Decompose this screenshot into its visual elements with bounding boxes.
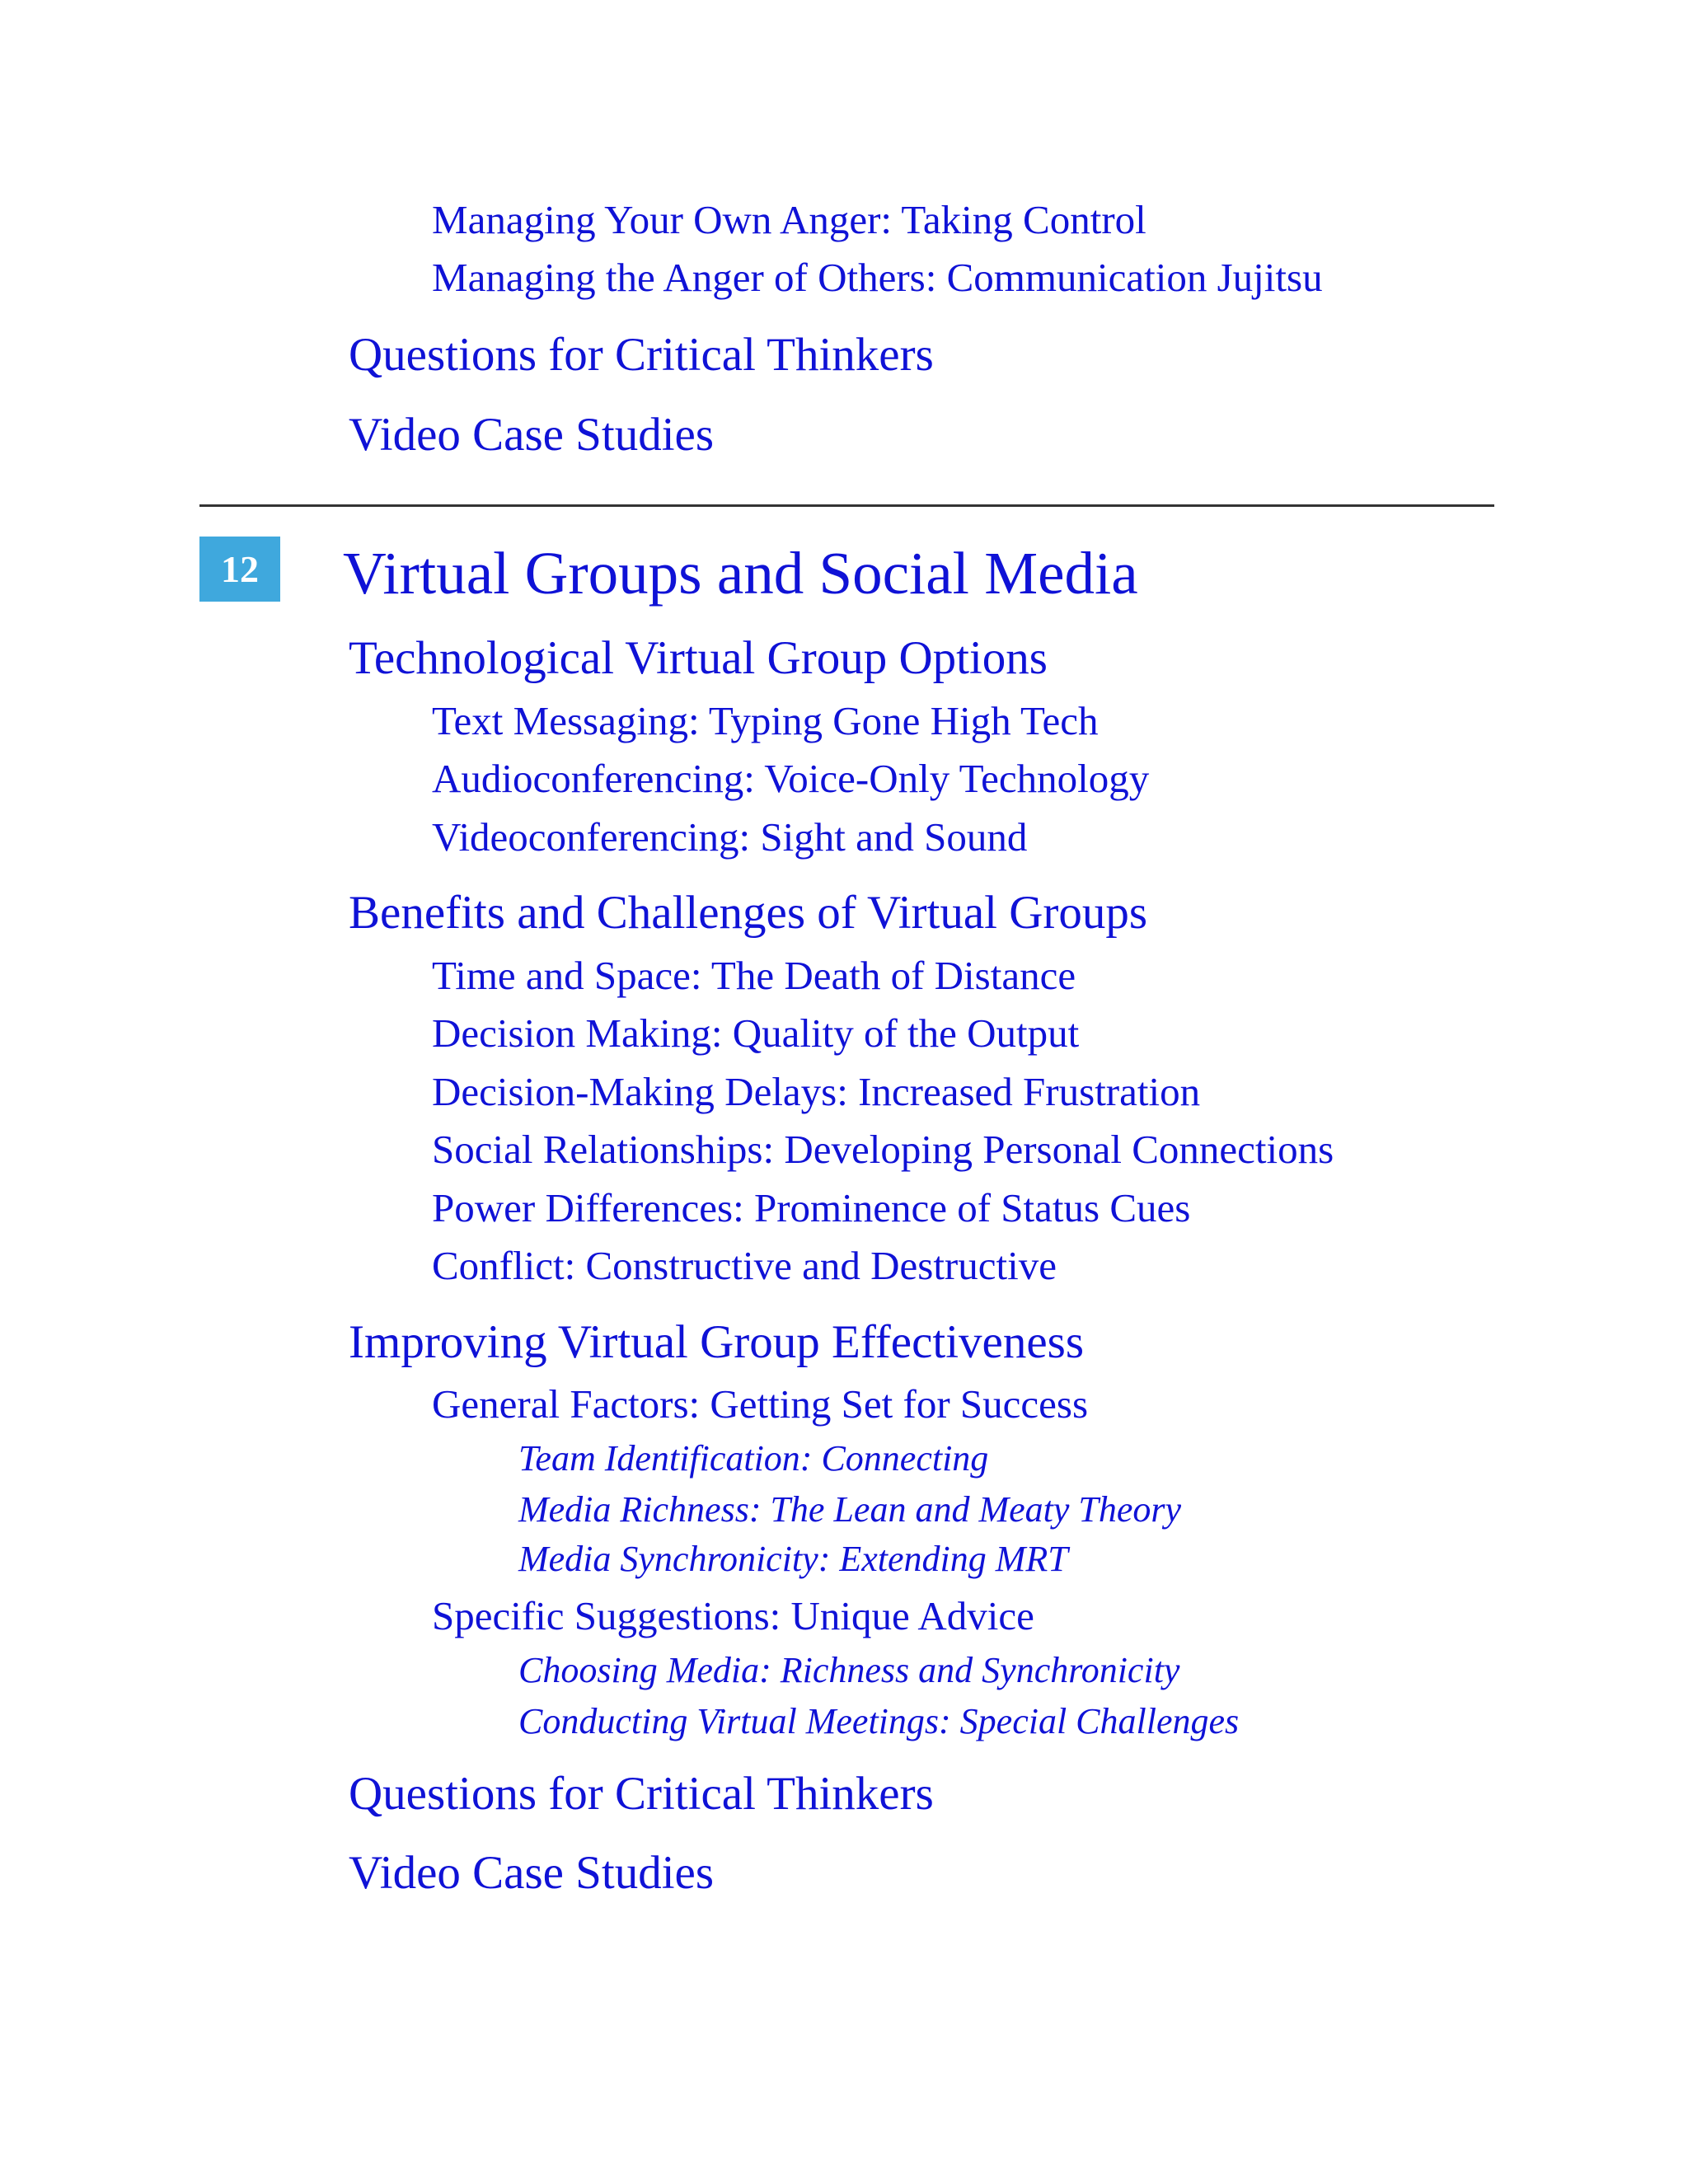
toc-subsection-link[interactable]: Power Differences: Prominence of Status Cues — [432, 1185, 1191, 1230]
toc-section-link[interactable]: Video Case Studies — [349, 1847, 715, 1899]
toc-subsection-link[interactable]: Managing Your Own Anger: Taking Control — [432, 197, 1146, 242]
toc-subsection-link[interactable]: Videoconferencing: Sight and Sound — [432, 814, 1028, 860]
toc-subsection-link[interactable]: Decision Making: Quality of the Output — [432, 1010, 1080, 1056]
toc-subsection-link[interactable]: Text Messaging: Typing Gone High Tech — [432, 698, 1099, 743]
toc-subsection-link[interactable]: Time and Space: The Death of Distance — [432, 953, 1076, 998]
toc-section-link[interactable]: Benefits and Challenges of Virtual Groups — [349, 887, 1148, 939]
toc-subsection-link[interactable]: General Factors: Getting Set for Success — [432, 1381, 1089, 1427]
toc-section-link[interactable]: Improving Virtual Group Effectiveness — [349, 1316, 1085, 1368]
chapter-divider — [199, 504, 1494, 507]
toc-item-link[interactable]: Media Synchronicity: Extending MRT — [518, 1539, 1068, 1579]
toc-section-link[interactable]: Questions for Critical Thinkers — [349, 1768, 934, 1820]
toc-subsection-link[interactable]: Social Relationships: Developing Personal Connections — [432, 1127, 1334, 1172]
toc-subsection-link[interactable]: Managing the Anger of Others: Communication Jujitsu — [432, 255, 1323, 300]
toc-item-link[interactable]: Media Richness: The Lean and Meaty Theory — [518, 1489, 1182, 1530]
toc-subsection-link[interactable]: Conflict: Constructive and Destructive — [432, 1243, 1057, 1288]
chapter-title-link[interactable]: Virtual Groups and Social Media — [343, 540, 1138, 607]
chapter-number-badge: 12 — [199, 537, 280, 602]
toc-subsection-link[interactable]: Audioconferencing: Voice-Only Technology — [432, 756, 1150, 801]
toc-item-link[interactable]: Conducting Virtual Meetings: Special Challenges — [518, 1701, 1240, 1741]
toc-section-link[interactable]: Video Case Studies — [349, 409, 715, 461]
toc-item-link[interactable]: Team Identification: Connecting — [518, 1438, 989, 1479]
toc-subsection-link[interactable]: Specific Suggestions: Unique Advice — [432, 1593, 1034, 1638]
toc-subsection-link[interactable]: Decision-Making Delays: Increased Frustration — [432, 1069, 1201, 1114]
toc-section-link[interactable]: Questions for Critical Thinkers — [349, 329, 934, 381]
toc-item-link[interactable]: Choosing Media: Richness and Synchronicity — [518, 1650, 1180, 1690]
toc-section-link[interactable]: Technological Virtual Group Options — [349, 632, 1048, 684]
